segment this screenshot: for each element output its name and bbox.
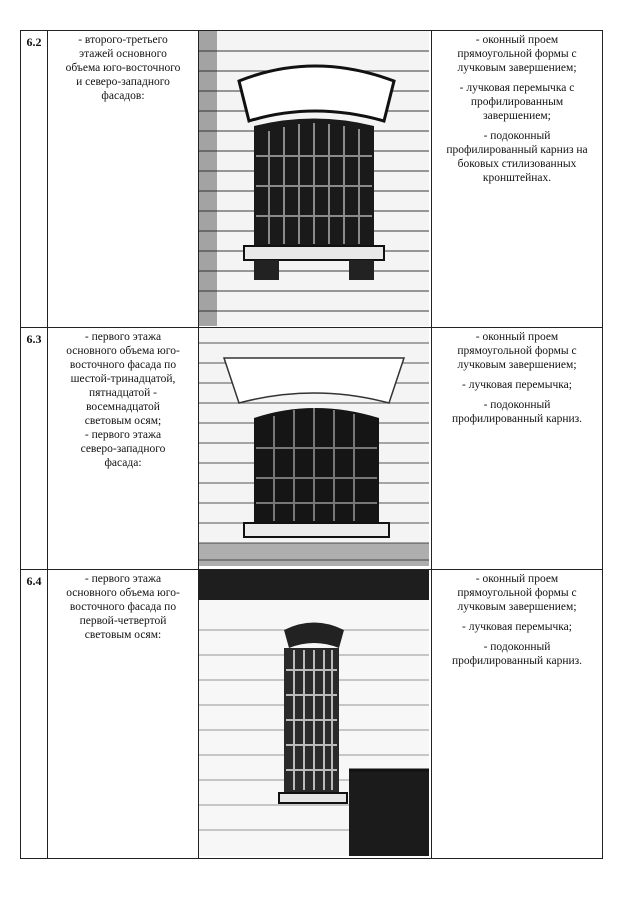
features-cell <box>432 328 603 570</box>
window-photo <box>199 31 431 326</box>
location-line: - второго-третьего <box>78 34 168 46</box>
feature-item: - подоконный профилированный карниз на боковых стилизованных кронштейнах. <box>446 130 588 184</box>
feature-item: - подоконный профилированный карниз. <box>451 399 583 425</box>
photo-cell <box>199 31 432 328</box>
feature-item: - лучковая перемычка; <box>462 379 572 391</box>
row-number: 6.4 <box>21 570 48 859</box>
location-line: и северо-западного <box>76 76 170 88</box>
location-cell <box>48 570 199 859</box>
location-line: световым осям; <box>84 415 162 427</box>
feature-item: - оконный проем прямоугольной формы с лучковым завершением; <box>457 331 577 371</box>
location-line: этажей основного <box>79 48 167 60</box>
location-line: восточного фасада по <box>69 601 177 613</box>
location-line: фасадов: <box>101 90 145 102</box>
location-line: объема юго-восточного <box>65 62 181 74</box>
location-line: восточного фасада по <box>69 359 177 371</box>
feature-item: - оконный проем прямоугольной формы с лучковым завершением; <box>457 34 577 74</box>
specification-table <box>20 30 603 859</box>
photo-cell <box>199 328 432 570</box>
window-photo <box>199 328 431 566</box>
feature-item: - лучковая перемычка с профилированным завершением; <box>459 82 575 122</box>
features-cell <box>432 31 603 328</box>
feature-item: - подоконный профилированный карниз. <box>451 641 583 667</box>
location-line: - первого этажа <box>84 573 162 585</box>
row-number: 6.3 <box>21 328 48 570</box>
table-row <box>21 31 603 328</box>
feature-item: - лучковая перемычка; <box>462 621 572 633</box>
location-line: восемнадцатой <box>86 401 160 413</box>
location-line: первой-четвертой <box>79 615 167 627</box>
location-line: основного объема юго- <box>66 587 180 599</box>
table-row <box>21 328 603 570</box>
location-line: световым осям: <box>84 629 162 641</box>
location-line: основного объема юго- <box>66 345 180 357</box>
photo-cell <box>199 570 432 859</box>
location-line: - первого этажа <box>84 331 162 343</box>
feature-item: - оконный проем прямоугольной формы с лучковым завершением; <box>457 573 577 613</box>
location-line: северо-западного <box>80 443 166 455</box>
location-cell <box>48 328 199 570</box>
row-number: 6.2 <box>21 31 48 328</box>
features-cell <box>432 570 603 859</box>
location-line: шестой-тринадцатой, <box>70 373 176 385</box>
window-photo <box>199 570 431 856</box>
location-line: пятнадцатой - <box>88 387 158 399</box>
location-line: фасада: <box>104 457 142 469</box>
table-row <box>21 570 603 859</box>
location-line: - первого этажа <box>84 429 162 441</box>
location-cell <box>48 31 199 328</box>
